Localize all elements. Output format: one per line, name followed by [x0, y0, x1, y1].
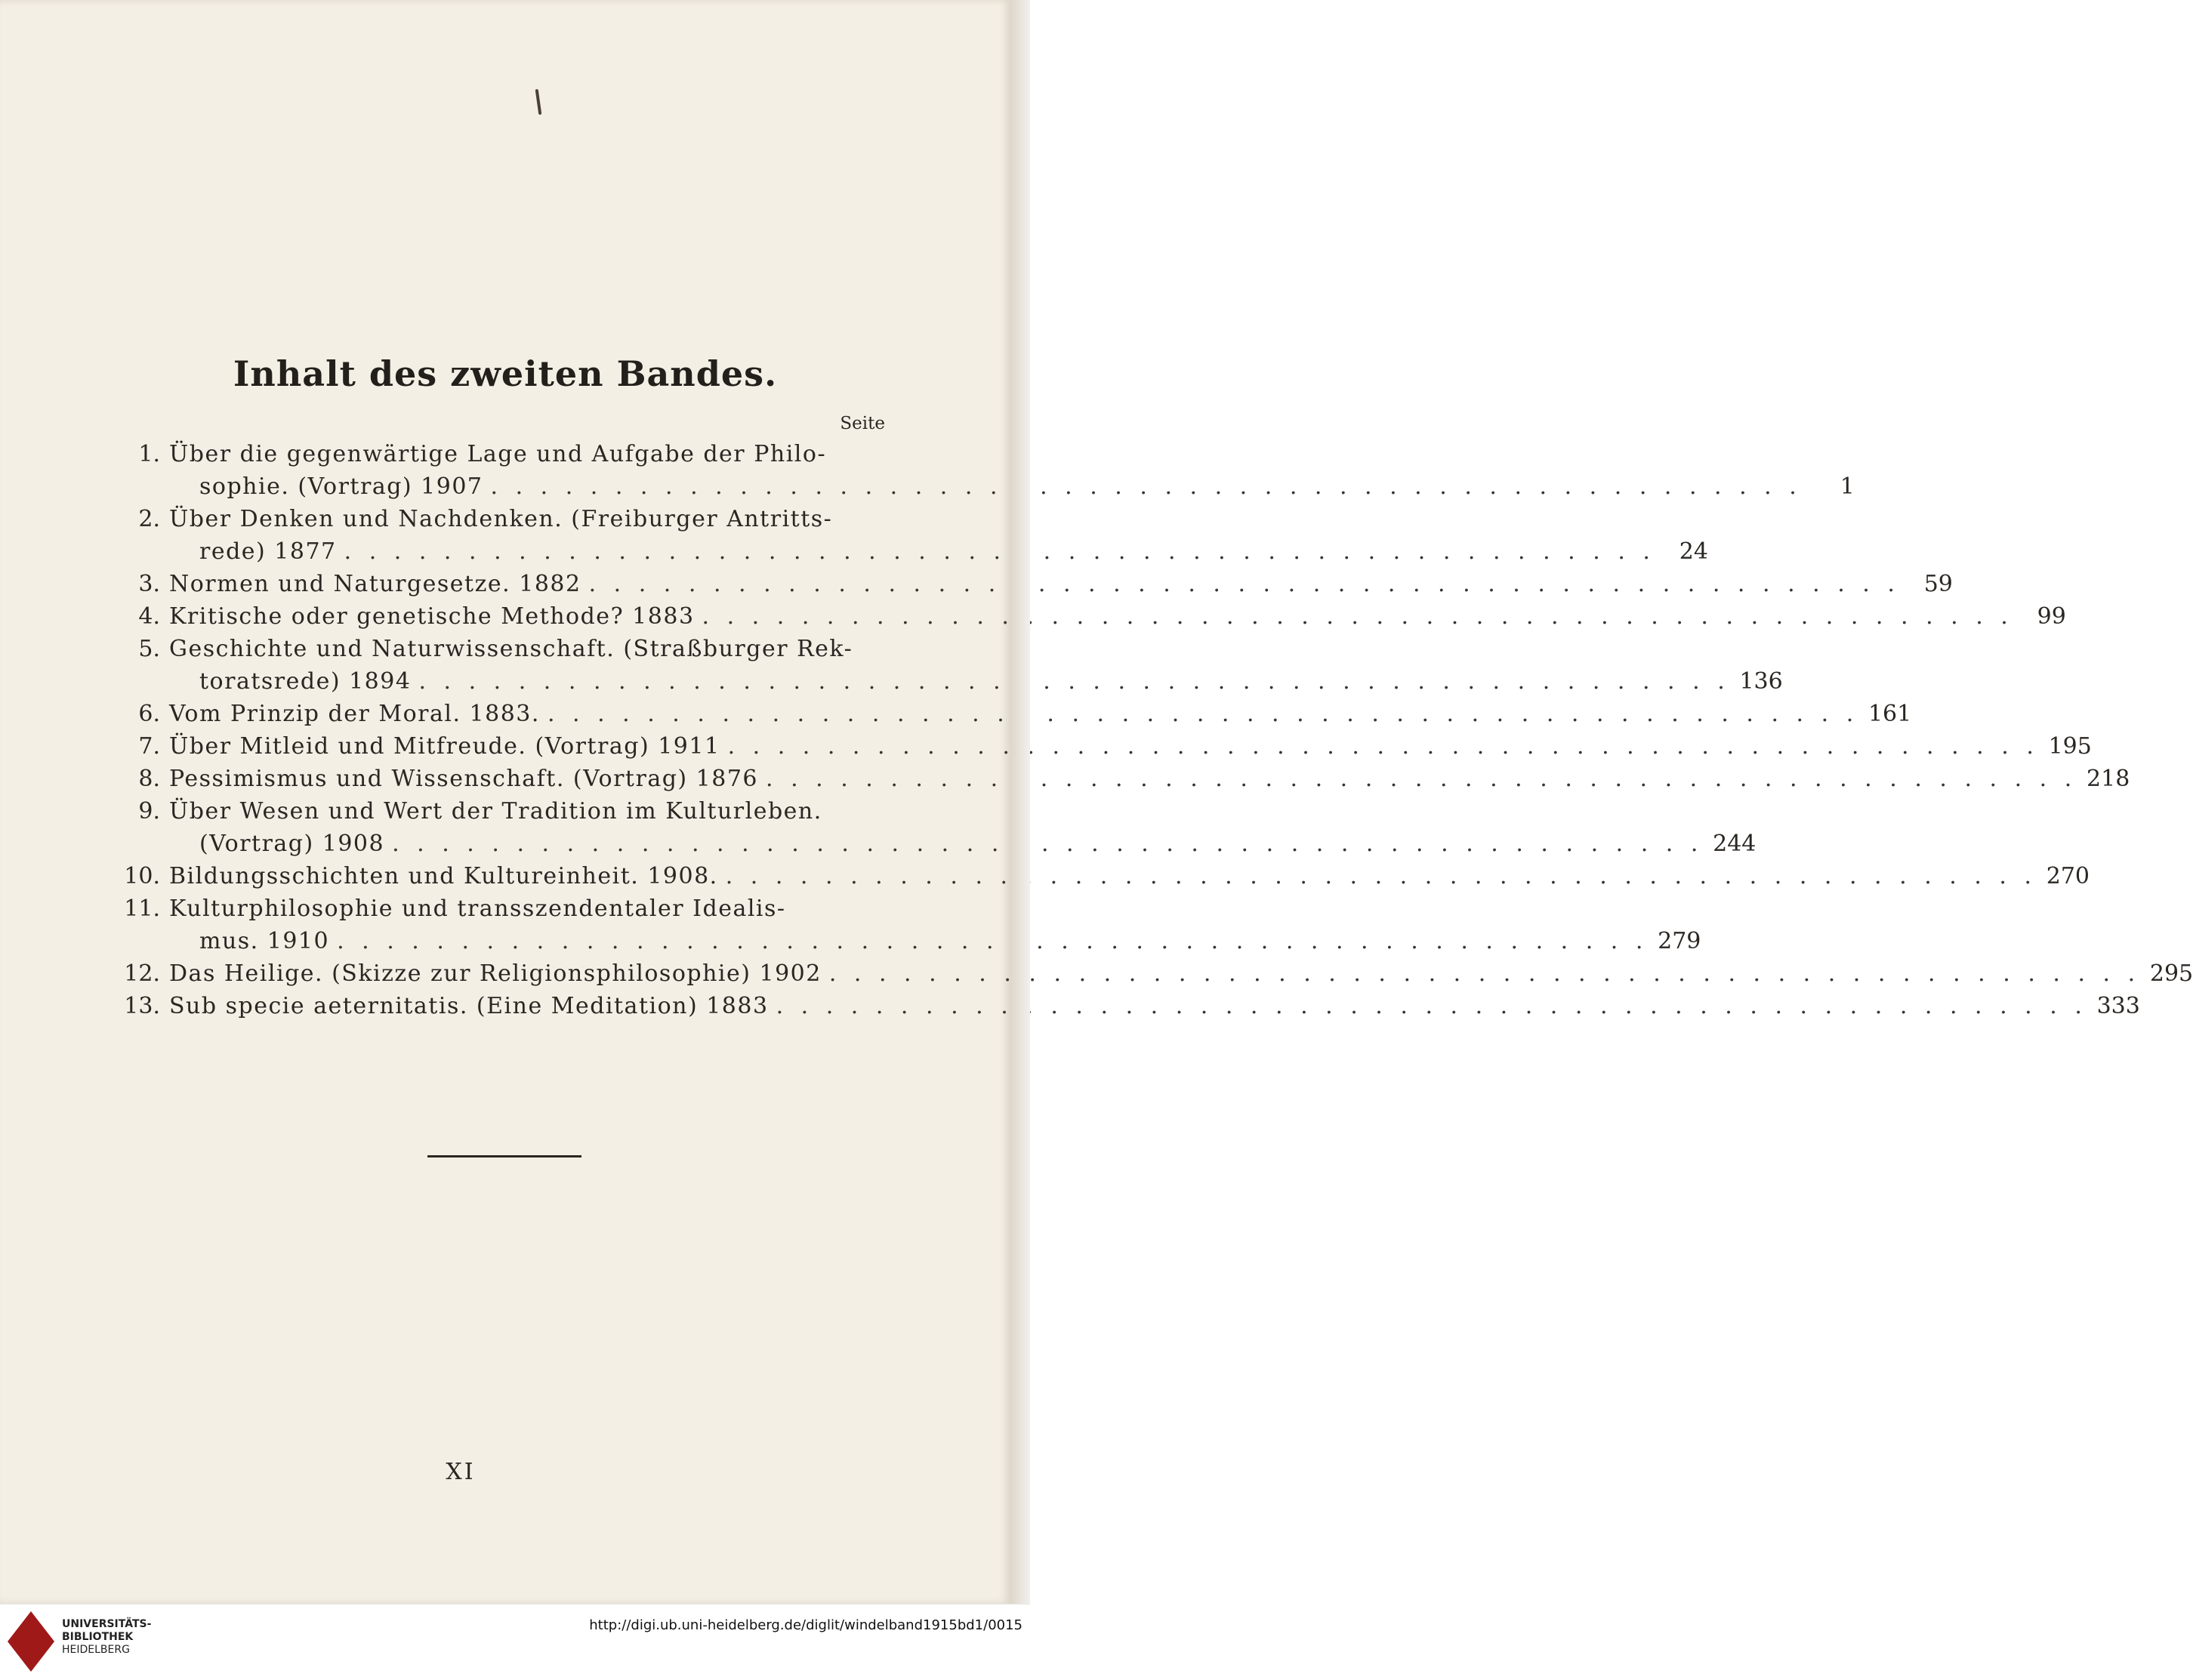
- entry-line: [169, 535, 1708, 568]
- entry-line: [169, 860, 2090, 892]
- dot-leader: [547, 698, 1858, 730]
- page-edge: [1010, 0, 1030, 1604]
- dot-leader: [344, 535, 1655, 568]
- entry-number: 4.: [138, 603, 160, 630]
- entry-title-text: Vom Prinzip der Moral. 1883.: [169, 701, 540, 727]
- dot-leader: [728, 730, 2039, 763]
- entry-page-number: 99: [2037, 603, 2066, 630]
- library-name-line: UNIVERSITÄTS-: [62, 1618, 152, 1630]
- page-folio: XI: [446, 1459, 476, 1485]
- entry-line: [169, 600, 2066, 633]
- entry-number: 8.: [138, 766, 160, 792]
- dot-leader: [418, 665, 1729, 698]
- entry-line: [169, 698, 1911, 730]
- entry-page-number: 24: [1679, 538, 1708, 565]
- source-url[interactable]: http://digi.ub.uni-heidelberg.de/diglit/windelband1915bd1/0015: [589, 1617, 1022, 1633]
- dot-leader: [491, 470, 1802, 503]
- toc-entry: [98, 633, 1783, 698]
- entry-body: [169, 730, 2092, 763]
- library-name: [62, 1618, 151, 1657]
- dot-leader: [589, 568, 1900, 600]
- toc-entry: [98, 860, 2090, 892]
- entry-number: 2.: [138, 506, 160, 532]
- entry-page-number: 270: [2046, 863, 2090, 889]
- entry-number: 7.: [138, 733, 160, 760]
- entry-body: [169, 698, 1911, 730]
- entry-body: [169, 957, 2193, 990]
- entry-body: [169, 600, 2066, 633]
- library-name-line: HEIDELBERG: [62, 1644, 130, 1656]
- entry-line: [169, 892, 1701, 925]
- entry-line: [169, 828, 1756, 860]
- entry-number: 10.: [124, 863, 160, 889]
- toc-entry: [98, 698, 1912, 730]
- entry-title-text: Über Denken und Nachdenken. (Freiburger Antritts-: [169, 506, 833, 532]
- table-of-contents: [98, 438, 2193, 1022]
- entry-line: [169, 730, 2092, 763]
- entry-page-number: 244: [1713, 831, 1757, 857]
- entry-title-text: Pessimismus und Wissenschaft. (Vortrag) 1876: [169, 766, 758, 792]
- entry-title-text: Über die gegenwärtige Lage und Aufgabe der Philo-: [169, 441, 827, 467]
- entry-title-text: mus. 1910: [199, 928, 330, 954]
- dot-leader: [337, 925, 1648, 957]
- entry-body: [169, 503, 1708, 568]
- entry-line: [169, 925, 1701, 957]
- toc-entry: [98, 730, 2092, 763]
- entry-line: [169, 957, 2193, 990]
- entry-number: 3.: [138, 571, 160, 597]
- entry-line: [169, 568, 1953, 600]
- entry-title-text: Über Mitleid und Mitfreude. (Vortrag) 1911: [169, 733, 720, 760]
- entry-title-text: Sub specie aeternitatis. (Eine Meditation) 1883: [169, 993, 769, 1019]
- entry-number: 1.: [138, 441, 160, 467]
- entry-title-text: Das Heilige. (Skizze zur Religionsphilosophie) 1902: [169, 960, 822, 987]
- entry-number: 13.: [124, 993, 160, 1019]
- entry-body: [169, 795, 1756, 860]
- entry-body: [169, 763, 2130, 795]
- entry-body: [169, 860, 2090, 892]
- entry-line: [169, 795, 1756, 828]
- toc-entry: [98, 568, 1953, 600]
- entry-title-text: (Vortrag) 1908: [199, 831, 385, 857]
- entry-page-number: 333: [2096, 993, 2140, 1019]
- dot-leader: [776, 990, 2087, 1022]
- ink-mark: [535, 89, 542, 115]
- entry-page-number: 218: [2087, 766, 2130, 792]
- entry-number: 9.: [138, 798, 160, 825]
- entry-line: [169, 503, 1708, 535]
- entry-page-number: 161: [1868, 701, 1912, 727]
- dot-leader: [726, 860, 2037, 892]
- toc-entry: [98, 438, 1855, 503]
- entry-title-text: Bildungsschichten und Kultureinheit. 1908.: [169, 863, 718, 889]
- entry-page-number: 59: [1923, 571, 1953, 597]
- entry-title-text: rede) 1877: [199, 538, 337, 565]
- entry-line: [169, 633, 1783, 665]
- toc-entry: [98, 990, 2140, 1022]
- toc-entry: [98, 503, 1708, 568]
- viewer-footer: [0, 1604, 1030, 1680]
- entry-title-text: sophie. (Vortrag) 1907: [199, 473, 483, 500]
- entry-body: [169, 892, 1701, 957]
- library-name-line: BIBLIOTHEK: [62, 1631, 134, 1643]
- toc-entry: [98, 957, 2193, 990]
- entry-page-number: 195: [2048, 733, 2092, 760]
- dot-leader: [392, 828, 1703, 860]
- entry-line: [169, 990, 2140, 1022]
- entry-line: [169, 763, 2130, 795]
- entry-line: [169, 665, 1783, 698]
- seite-label: Seite: [840, 414, 885, 433]
- toc-entry: [98, 795, 1757, 860]
- divider-rule: [427, 1155, 581, 1158]
- entry-number: 12.: [124, 960, 160, 987]
- dot-leader: [766, 763, 2077, 795]
- entry-title-text: Normen und Naturgesetze. 1882: [169, 571, 581, 597]
- toc-entry: [98, 892, 1701, 957]
- entry-title-text: Kulturphilosophie und transszendentaler Idealis-: [169, 895, 786, 922]
- entry-title-text: toratsrede) 1894: [199, 668, 412, 695]
- entry-title-text: Über Wesen und Wert der Tradition im Kulturleben.: [169, 798, 822, 825]
- entry-body: [169, 633, 1783, 698]
- entry-page-number: 136: [1739, 668, 1783, 695]
- entry-page-number: 295: [2149, 960, 2193, 987]
- entry-page-number: 1: [1840, 473, 1855, 500]
- toc-entry: [98, 763, 2130, 795]
- page-title: Inhalt des zweiten Bandes.: [233, 353, 778, 394]
- entry-number: 6.: [138, 701, 160, 727]
- entry-body: [169, 990, 2140, 1022]
- entry-number: 11.: [124, 895, 160, 922]
- entry-page-number: 279: [1658, 928, 1701, 954]
- entry-title-text: Kritische oder genetische Methode? 1883: [169, 603, 695, 630]
- entry-title-text: Geschichte und Naturwissenschaft. (Straßburger Rek-: [169, 636, 853, 662]
- toc-entry: [98, 600, 2066, 633]
- dot-leader: [702, 600, 2013, 633]
- entry-number: 5.: [138, 636, 160, 662]
- entry-body: [169, 568, 1953, 600]
